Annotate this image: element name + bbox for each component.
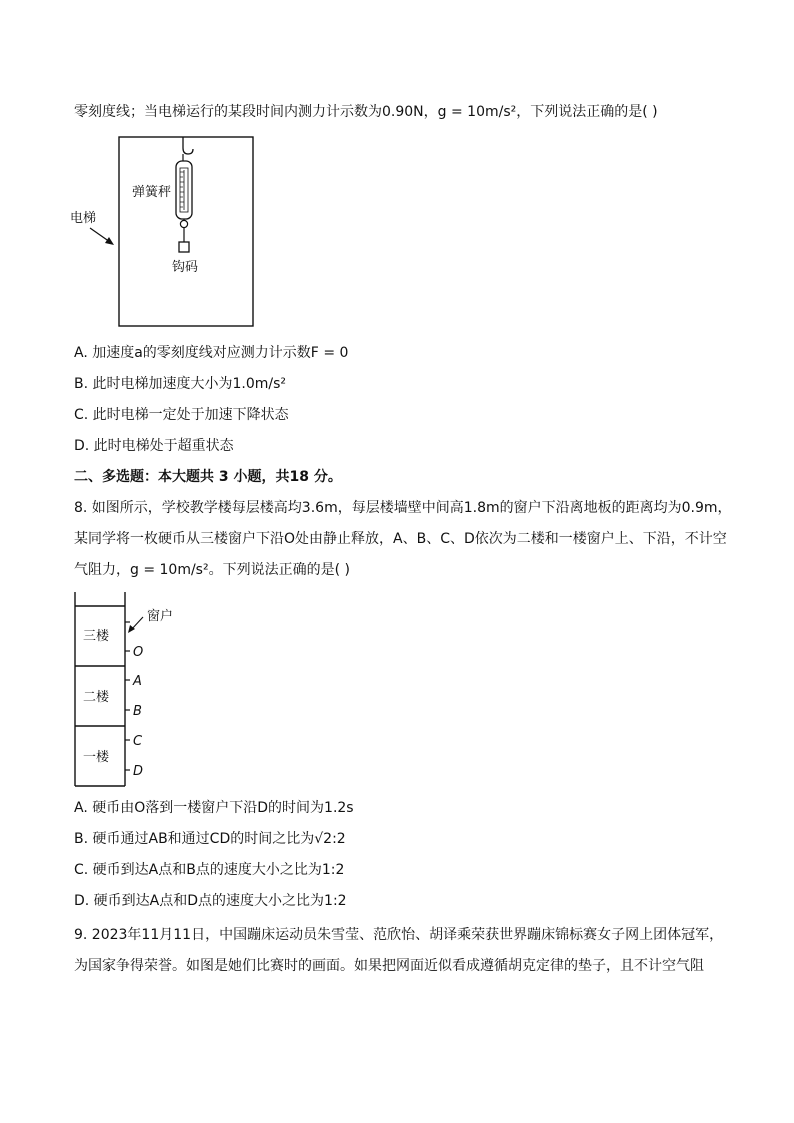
q7-option-a: A. 加速度a的零刻度线对应测力计示数F = 0 — [74, 345, 349, 361]
hook-weight — [179, 242, 189, 252]
q8-option-b: B. 硬币通过AB和通过CD的时间之比为√2:2 — [74, 831, 346, 847]
q7-option-b: B. 此时电梯加速度大小为1.0m/s² — [74, 376, 287, 392]
q9-stem-line-2: 为国家争得荣誉。如图是她们比赛时的画面。如果把网面近似看成遵循胡克定律的垫子，且不计空气阻 — [74, 958, 704, 974]
weight-label: 钩码 — [172, 260, 199, 275]
point-a: A — [133, 674, 142, 689]
spring-scale — [176, 161, 192, 228]
point-c: C — [133, 734, 143, 749]
q8-option-a: A. 硬币由O落到一楼窗户下沿D的时间为1.2s — [74, 800, 354, 816]
q8-stem-line-2: 某同学将一枚硬币从三楼窗户下沿O处由静止释放，A、B、C、D依次为二楼和一楼窗户上、下沿，不计空 — [74, 531, 727, 547]
point-d: D — [133, 764, 144, 779]
window-label: 窗户 — [147, 609, 174, 624]
point-o: O — [133, 645, 144, 660]
q7-stem: 零刻度线；当电梯运行的某段时间内测力计示数为0.90N，g = 10m/s²，下列说法正确的是( ) — [74, 104, 658, 120]
q8-option-c: C. 硬币到达A点和B点的速度大小之比为1:2 — [74, 862, 345, 878]
elevator-label: 电梯 — [70, 211, 97, 226]
floor-3-label: 三楼 — [83, 629, 110, 644]
point-b: B — [133, 704, 142, 719]
q9-stem-line-1: 9. 2023年11月11日，中国蹦床运动员朱雪莹、范欣怡、胡译乘荣获世界蹦床锦标赛女子网上团体冠军， — [74, 927, 724, 943]
floor-2-label: 二楼 — [83, 690, 110, 705]
q7-option-c: C. 此时电梯一定处于加速下降状态 — [74, 407, 289, 423]
q8-option-d: D. 硬币到达A点和D点的速度大小之比为1:2 — [74, 893, 347, 909]
q8-stem-line-3: 气阻力，g = 10m/s²。下列说法正确的是( ) — [74, 562, 350, 578]
scale-label: 弹簧秤 — [132, 185, 172, 200]
section-heading: 二、多选题：本大题共 3 小题，共18 分。 — [74, 469, 342, 485]
arrow-icon — [105, 237, 114, 245]
elevator-figure — [70, 134, 260, 330]
scale-hook — [183, 137, 193, 154]
floor-1-label: 一楼 — [83, 750, 110, 765]
building-figure — [70, 590, 190, 790]
q8-stem-line-1: 8. 如图所示，学校教学楼每层楼高均3.6m，每层楼墙壁中间高1.8m的窗户下沿离地板的距离均为0.9m， — [74, 500, 732, 516]
q7-option-d: D. 此时电梯处于超重状态 — [74, 438, 234, 454]
